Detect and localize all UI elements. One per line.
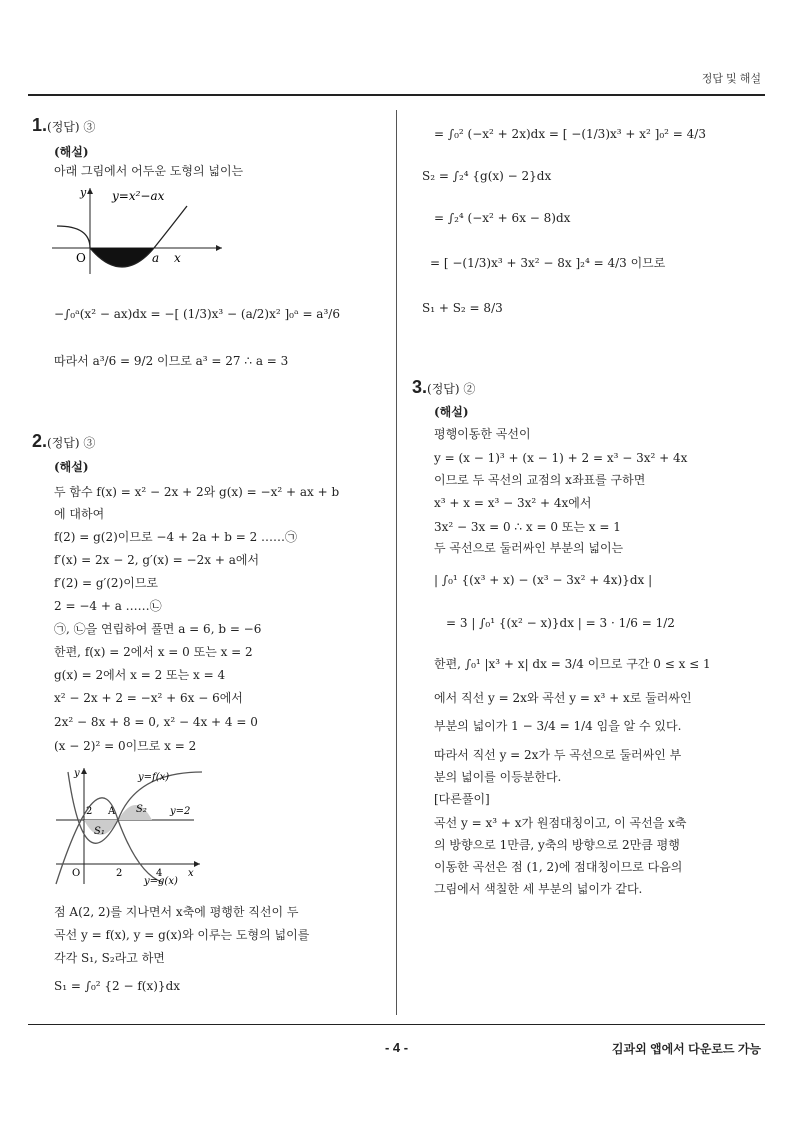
q2-answer: (정답) ③ xyxy=(47,436,96,450)
q3-line: [다른풀이] xyxy=(434,792,490,806)
q3-line: 부분의 넓이가 1 − 3/4 = 1/4 임을 알 수 있다. xyxy=(434,719,682,733)
q3-line: | ∫₀¹ {(x³ + x) − (x³ − 3x² + 4x)}dx | xyxy=(434,573,653,587)
q1-graph xyxy=(52,186,227,276)
q2-graph-x2: 2 xyxy=(116,868,123,879)
q1-eq-2: 따라서 a³/6 = 9/2 이므로 a³ = 27 ∴ a = 3 xyxy=(54,354,289,368)
q2-graph-s2: S₂ xyxy=(136,804,147,815)
q2-cont-line: S₂ = ∫₂⁴ {g(x) − 2}dx xyxy=(422,169,552,183)
q2-graph-o: O xyxy=(72,868,81,879)
q2-after: S₁ = ∫₀² {2 − f(x)}dx xyxy=(54,979,181,993)
q2-after: 각각 S₁, S₂라고 하면 xyxy=(54,951,165,965)
q3-line: 이동한 곡선은 점 (1, 2)에 점대칭이므로 다음의 xyxy=(434,860,683,874)
footer-note: 김과외 앱에서 다운로드 가능 xyxy=(611,1042,761,1056)
q3-line: 이므로 두 곡선의 교점의 x좌표를 구하면 xyxy=(434,473,646,487)
q3-line: y = (x − 1)³ + (x − 1) + 2 = x³ − 3x² + 4x xyxy=(434,451,688,465)
q3-solution-label: (해설) xyxy=(434,405,469,419)
q2-cont-line: = [ −(1/3)x³ + 3x² − 8x ]₂⁴ = 4/3 이므로 xyxy=(430,256,666,270)
q2-line: 2 = −4 + a ……㉡ xyxy=(54,599,162,613)
column-divider xyxy=(396,110,397,1015)
q2-line: g(x) = 2에서 x = 2 또는 x = 4 xyxy=(54,668,226,682)
q3-line: x³ + x = x³ − 3x² + 4x에서 xyxy=(434,496,592,510)
q1-graph-y: y xyxy=(80,186,87,199)
q1-graph-x: x xyxy=(174,251,181,265)
q2-line: x² − 2x + 2 = −x² + 6x − 6에서 xyxy=(54,691,243,705)
q2-cont-line: S₁ + S₂ = 8/3 xyxy=(422,301,503,315)
q2-line: f(2) = g(2)이므로 −4 + 2a + b = 2 ……㉠ xyxy=(54,530,298,544)
q2-number: 2. xyxy=(32,431,48,451)
q2-graph-x4: 4 xyxy=(156,868,163,879)
q3-line: 곡선 y = x³ + x가 원점대칭이고, 이 곡선을 x축 xyxy=(434,816,687,830)
q1-number: 1. xyxy=(32,115,48,135)
q3-line: 두 곡선으로 둘러싸인 부분의 넓이는 xyxy=(434,541,624,555)
q2-line: 에 대하여 xyxy=(54,507,105,521)
q2-graph-s1: S₁ xyxy=(94,826,105,837)
q3-line: 분의 넓이를 이등분한다. xyxy=(434,770,562,784)
q1-line-1: 아래 그림에서 어두운 도형의 넓이는 xyxy=(54,164,244,178)
q3-number: 3. xyxy=(412,377,428,397)
q2-cont-line: = ∫₂⁴ (−x² + 6x − 8)dx xyxy=(434,211,571,225)
q3-line: 3x² − 3x = 0 ∴ x = 0 또는 x = 1 xyxy=(434,520,621,534)
q2-cont-line: = ∫₀² (−x² + 2x)dx = [ −(1/3)x³ + x² ]₀² = 4/3 xyxy=(434,127,706,141)
q2-heading xyxy=(32,432,95,450)
q2-graph-two: 2 xyxy=(86,806,93,817)
q2-line: ㉠, ㉡을 연립하여 풀면 a = 6, b = −6 xyxy=(54,622,262,636)
q2-line: 두 함수 f(x) = x² − 2x + 2와 g(x) = −x² + ax + b xyxy=(54,485,340,499)
q2-graph-A: A xyxy=(108,806,116,817)
q3-line: 한편, ∫₀¹ |x³ + x| dx = 3/4 이므로 구간 0 ≤ x ≤ 1 xyxy=(434,657,711,671)
q2-graph xyxy=(52,764,232,886)
q1-graph-func: y=x²−ax xyxy=(112,189,165,203)
q2-line: 2x² − 8x + 8 = 0, x² − 4x + 4 = 0 xyxy=(54,715,258,729)
q2-after: 곡선 y = f(x), y = g(x)와 이루는 도형의 넓이를 xyxy=(54,928,310,942)
q1-graph-o: O xyxy=(76,251,86,265)
page-header-title: 정답 및 해설 xyxy=(701,73,761,85)
q1-solution-label: (해설) xyxy=(54,145,89,159)
q2-line: (x − 2)² = 0이므로 x = 2 xyxy=(54,739,197,753)
q2-line: 한편, f(x) = 2에서 x = 0 또는 x = 2 xyxy=(54,645,253,659)
q2-graph-x: x xyxy=(188,868,194,879)
page-number: - 4 - xyxy=(384,1040,409,1055)
q3-line: 의 방향으로 1만큼, y축의 방향으로 2만큼 평행 xyxy=(434,838,680,852)
q1-eq-1: −∫₀ᵃ(x² − ax)dx = −[ (1/3)x³ − (a/2)x² ]₀ᵃ = a³/6 xyxy=(54,307,340,321)
footer-rule xyxy=(28,1024,765,1025)
q3-line: 그림에서 색칠한 세 부분의 넓이가 같다. xyxy=(434,882,643,896)
q3-line: 평행이동한 곡선이 xyxy=(434,427,531,441)
header-rule xyxy=(28,94,765,96)
q3-line: 에서 직선 y = 2x와 곡선 y = x³ + x로 둘러싸인 xyxy=(434,691,692,705)
q1-heading xyxy=(32,116,95,134)
q3-heading xyxy=(412,378,475,396)
q1-answer: (정답) ③ xyxy=(47,120,96,134)
q2-graph-fx: y=f(x) xyxy=(138,772,170,783)
q2-graph-y: y xyxy=(74,768,80,779)
q2-after: 점 A(2, 2)를 지나면서 x축에 평행한 직선이 두 xyxy=(54,905,299,919)
q3-line: 따라서 직선 y = 2x가 두 곡선으로 둘러싸인 부 xyxy=(434,748,682,762)
q1-graph-a: a xyxy=(152,251,160,265)
q2-line: f′(x) = 2x − 2, g′(x) = −2x + a에서 xyxy=(54,553,260,567)
q2-line: f′(2) = g′(2)이므로 xyxy=(54,576,159,590)
q2-graph-gx: y=g(x) xyxy=(144,876,178,886)
q2-graph-y2: y=2 xyxy=(170,806,191,817)
q3-answer: (정답) ② xyxy=(427,382,476,396)
q2-solution-label: (해설) xyxy=(54,460,89,474)
q3-line: = 3 | ∫₀¹ {(x² − x)}dx | = 3 · 1/6 = 1/2 xyxy=(446,616,675,630)
